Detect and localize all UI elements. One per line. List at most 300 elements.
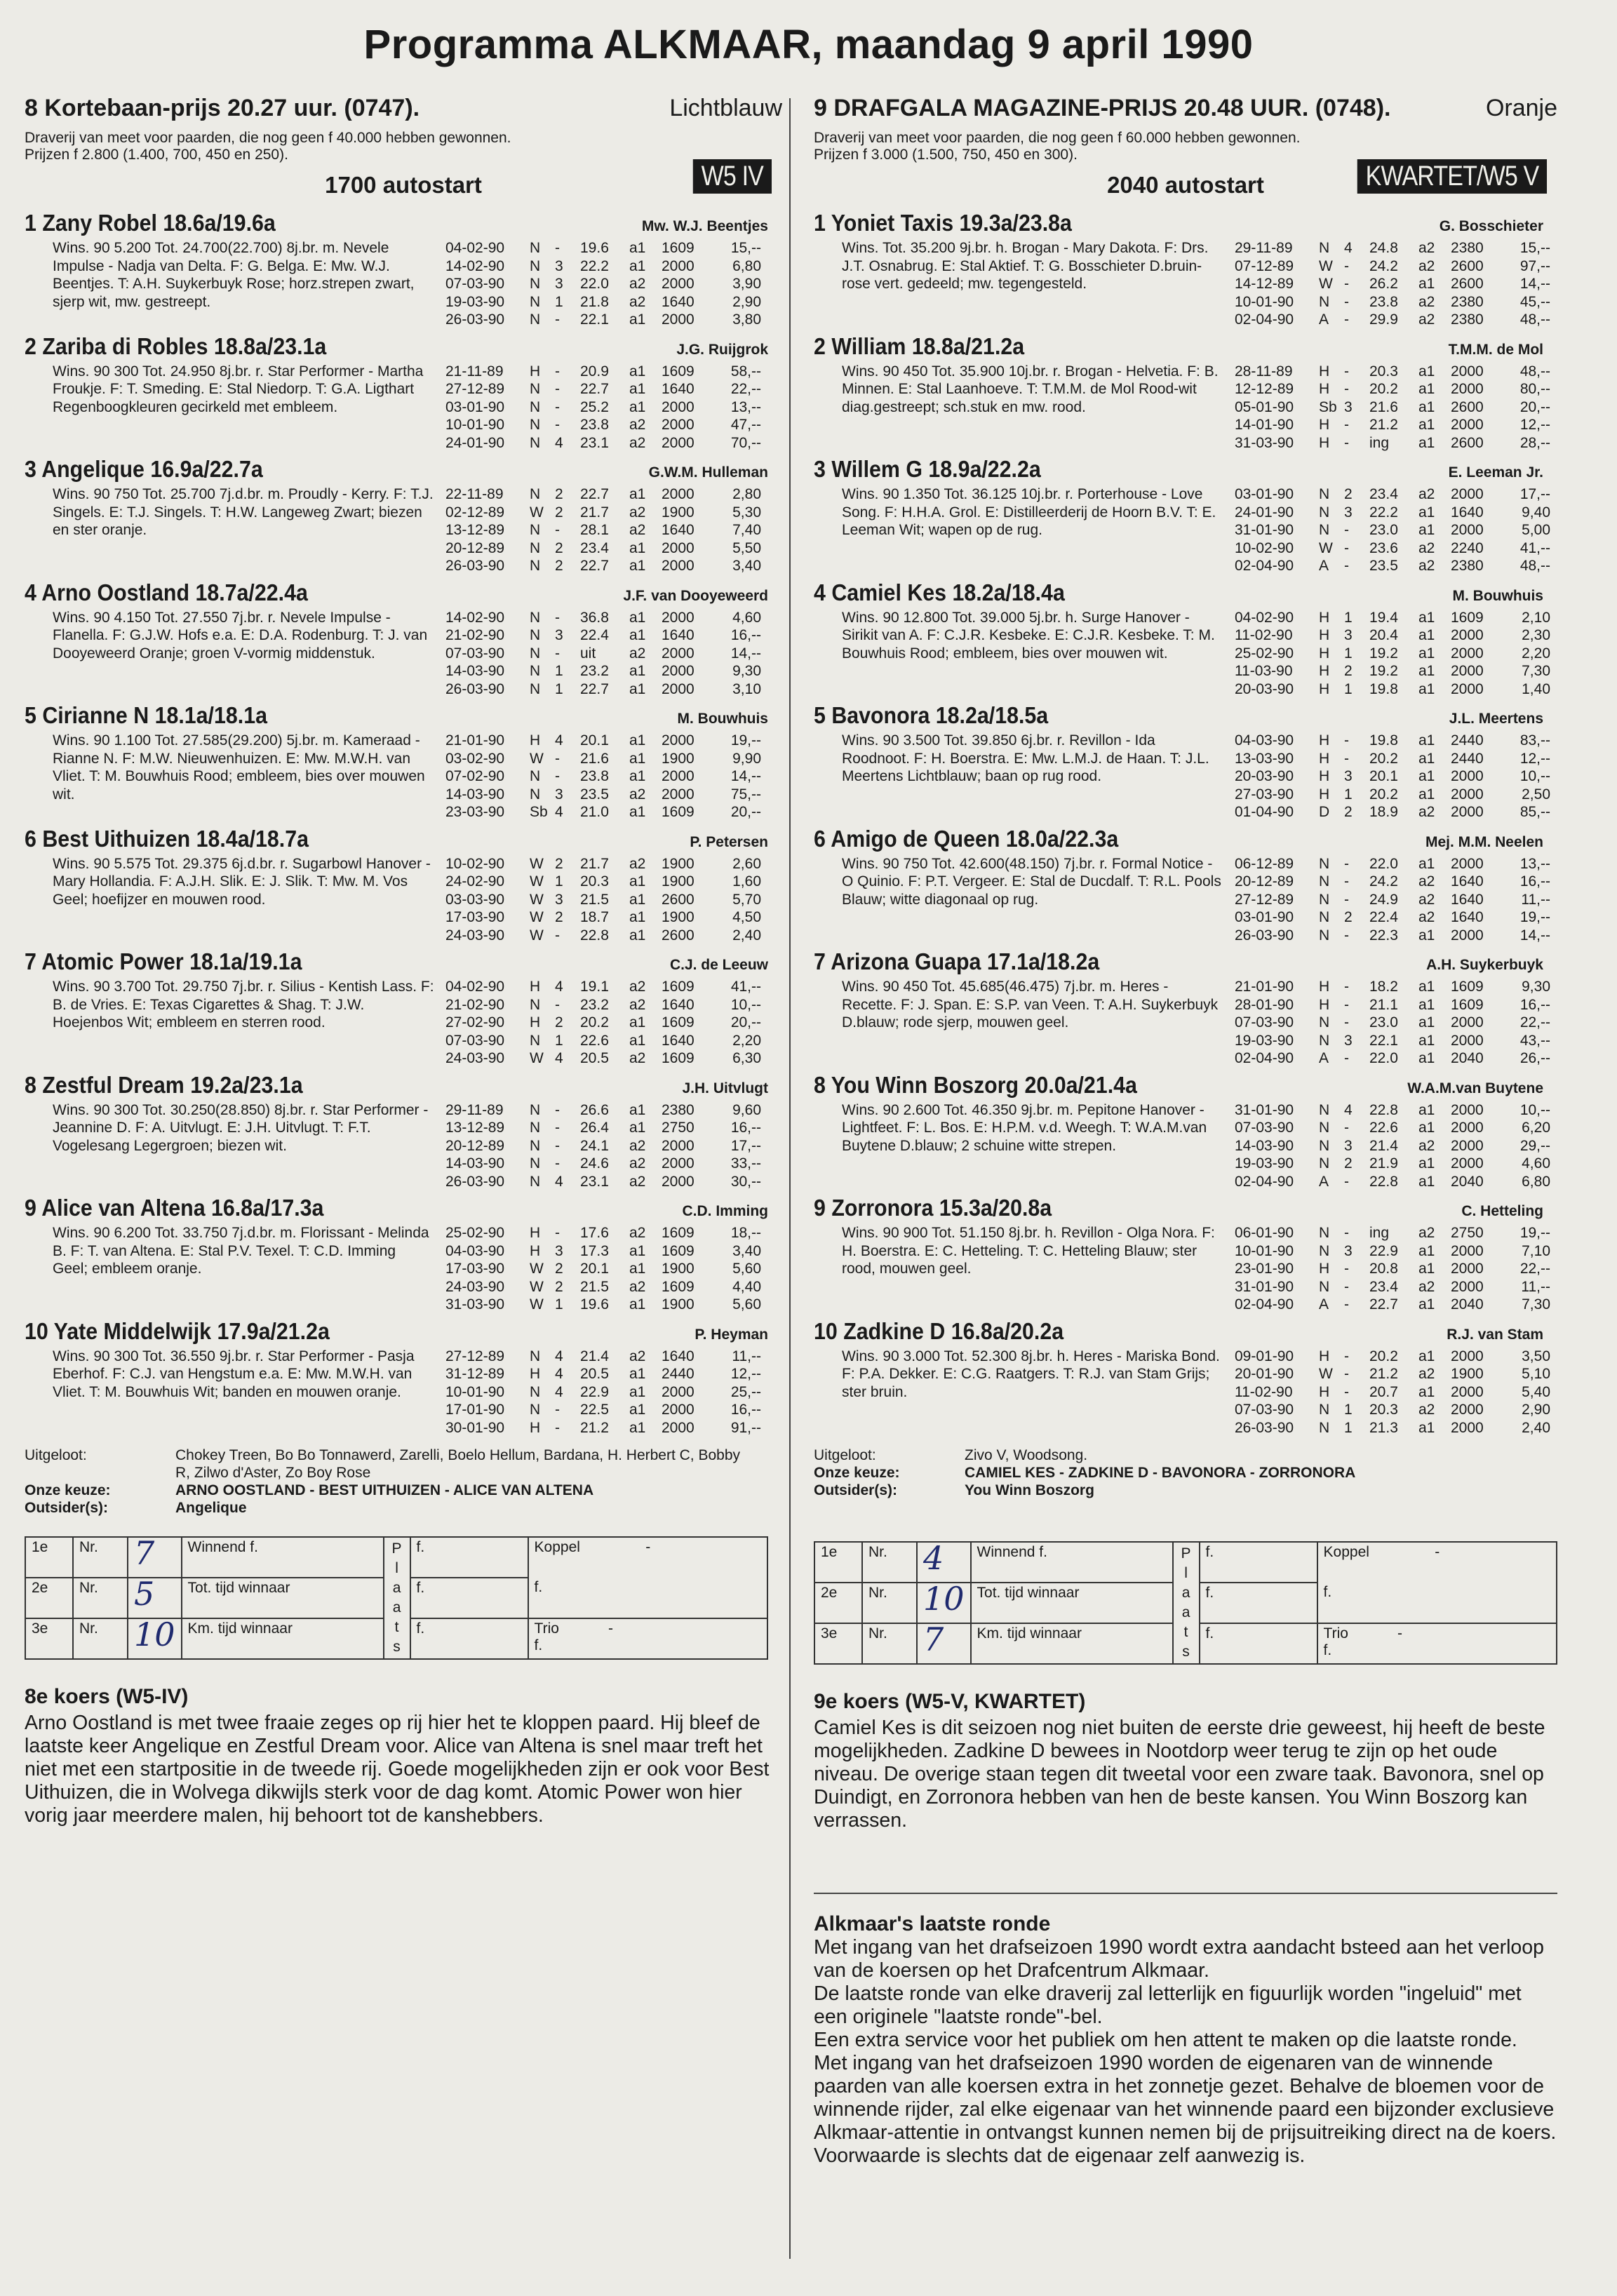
result-d: 2000	[1451, 1155, 1484, 1172]
result-date: 02-12-89	[445, 504, 505, 521]
horse-info: Wins. 90 5.575 Tot. 29.375 6j.d.br. r. Sugarbowl Hanover - Mary Hollandia. F: A.J.H. Slik. E: J. Slik. T: Mw. M. Vos Geel; hoefijzer en mouwen rood.	[53, 855, 431, 908]
result-s: a1	[1418, 1101, 1435, 1118]
result-g: N	[530, 1348, 541, 1364]
horse-name: 10 Zadkine D 16.8a/20.2a	[814, 1317, 1064, 1344]
result-p: -	[1344, 539, 1349, 556]
horse-name: 8 You Winn Boszorg 20.0a/21.4a	[814, 1071, 1137, 1098]
result-date: 09-01-90	[1235, 1348, 1294, 1364]
horse-name: 10 Yate Middelwijk 17.9a/21.2a	[25, 1317, 330, 1344]
horse-info: Wins. 90 750 Tot. 42.600(48.150) 7j.br. r. Formal Notice - O Quinio. F: P.T. Vergeer. E: Stal de Ducdalf. T: R.L. Pools Blauw; witte diagonaal op rug.	[842, 855, 1221, 908]
place-2-payout[interactable]: f.	[1200, 1583, 1317, 1623]
result-s: a1	[1418, 609, 1435, 626]
result-d: 1640	[662, 293, 695, 310]
result-date: 03-01-90	[445, 398, 505, 415]
result-s: a1	[629, 539, 646, 556]
result-date: 07-12-89	[1235, 257, 1294, 274]
result-o: 3,40	[732, 1242, 761, 1259]
keuze-label: Onze keuze:	[25, 1482, 111, 1498]
result-s: a2	[1418, 804, 1435, 820]
recent-results	[445, 1224, 761, 1314]
result-date: 12-12-89	[1235, 381, 1294, 397]
place-3-payout[interactable]: f.	[1200, 1623, 1317, 1664]
result-g: N	[530, 558, 541, 574]
result-d: 1640	[662, 381, 695, 397]
result-date: 05-01-90	[1235, 398, 1294, 415]
result-s: a2	[1418, 1366, 1435, 1382]
recent-results	[1235, 1101, 1550, 1191]
result-p: -	[555, 768, 560, 784]
result-p: 4	[555, 804, 563, 820]
place-2-payout[interactable]: f.	[410, 1578, 528, 1618]
result-p: 4	[555, 1173, 563, 1190]
horse-body	[814, 978, 1557, 1068]
outsider-label: Outsider(s):	[814, 1482, 898, 1498]
result-s: a1	[629, 1120, 646, 1136]
result-g: W	[530, 909, 544, 925]
result-d: 1640	[662, 1032, 695, 1049]
koppel-amount[interactable]: f.	[1317, 1583, 1557, 1623]
result-s: a2	[1418, 1137, 1435, 1154]
horse-entry	[814, 1195, 1557, 1314]
result-d: 1609	[662, 240, 695, 256]
place-1-payout[interactable]: f.	[410, 1537, 528, 1578]
result-t: 29.9	[1369, 311, 1398, 328]
horse-info: Wins. 90 450 Tot. 35.900 10j.br. r. Brogan - Helvetia. F: B. Minnen. E: Stal Laanhoeve. T: T.M.M. de Mol Rood-wit diag.gestreept; sch.stuk en mw. rood.	[842, 363, 1219, 415]
place-3-payout[interactable]: f.	[410, 1618, 528, 1659]
horse-header	[25, 1318, 782, 1348]
result-row	[445, 363, 761, 381]
result-row	[445, 1155, 761, 1173]
result-date: 21-01-90	[1235, 979, 1294, 995]
result-date: 10-01-90	[445, 1383, 505, 1400]
horse-entry	[25, 579, 782, 699]
result-d: 2440	[1451, 750, 1484, 767]
result-date: 04-02-90	[1235, 609, 1294, 626]
result-s: a2	[629, 504, 646, 521]
result-p: -	[555, 1101, 560, 1118]
result-p: -	[1344, 1173, 1349, 1190]
result-date: 29-11-89	[445, 1101, 504, 1118]
place-1-number[interactable]: 4	[917, 1542, 971, 1583]
place-2-number[interactable]: 10	[917, 1583, 971, 1623]
result-date: 07-03-90	[1235, 1120, 1294, 1136]
result-p: -	[555, 311, 560, 328]
horse-driver: J.G. Ruijgrok	[676, 341, 768, 358]
result-d: 2000	[1451, 381, 1484, 397]
koppel-amount[interactable]: f.	[528, 1578, 767, 1618]
result-o: 10,--	[1519, 768, 1550, 784]
place-2-number[interactable]: 5	[128, 1578, 182, 1618]
result-s: a1	[1418, 996, 1435, 1013]
koppel-cell[interactable]: Koppel -	[1317, 1542, 1557, 1583]
result-s: a2	[1418, 240, 1435, 256]
result-t: 20.2	[580, 1014, 609, 1030]
result-t: ing	[1369, 434, 1390, 451]
result-s: a1	[1418, 1242, 1435, 1259]
result-g: W	[530, 750, 544, 767]
recent-results	[445, 978, 761, 1068]
result-form	[25, 1536, 768, 1660]
result-s: a1	[629, 1366, 646, 1382]
result-t: 26.6	[580, 1101, 609, 1118]
horse-entry	[814, 1318, 1557, 1437]
nr-label: Nr.	[73, 1618, 128, 1659]
bet-type-badge: KWARTET/W5 V	[1357, 159, 1547, 194]
result-s: a2	[1418, 558, 1435, 574]
result-d: 2000	[662, 486, 695, 502]
race-notes	[25, 1446, 782, 1517]
result-t: 22.5	[580, 1402, 609, 1418]
result-p: 2	[555, 855, 563, 872]
horse-body	[814, 239, 1557, 329]
place-1-label: 1e	[814, 1542, 862, 1583]
result-d: 1900	[662, 873, 695, 889]
result-d: 2440	[1451, 732, 1484, 748]
result-d: 2000	[1451, 1419, 1484, 1436]
result-g: D	[1319, 804, 1330, 820]
result-p: -	[555, 1120, 560, 1136]
result-t: 23.2	[580, 996, 609, 1013]
result-row	[1235, 750, 1550, 768]
place-3-label: 3e	[25, 1618, 73, 1659]
result-s: a1	[629, 1402, 646, 1418]
result-row	[445, 1049, 761, 1068]
result-s: a2	[629, 293, 646, 310]
race-distance: 2040 autostart	[1107, 172, 1264, 198]
result-t: 23.0	[1369, 522, 1398, 538]
result-t: 24.9	[1369, 891, 1398, 908]
result-s: a2	[629, 417, 646, 433]
result-s: a1	[629, 311, 646, 328]
result-date: 11-02-90	[1235, 1383, 1293, 1400]
result-g: N	[1319, 1225, 1330, 1241]
result-p: -	[1344, 996, 1349, 1013]
result-s: a1	[629, 381, 646, 397]
result-d: 2000	[1451, 363, 1484, 380]
result-date: 06-01-90	[1235, 1225, 1294, 1241]
result-o: 4,60	[1522, 1155, 1550, 1172]
result-p: -	[1344, 522, 1349, 538]
result-date: 25-02-90	[1235, 645, 1294, 662]
result-row	[445, 504, 761, 522]
result-o: 97,--	[1519, 257, 1550, 274]
result-g: N	[1319, 1014, 1330, 1030]
result-t: 22.4	[1369, 909, 1398, 925]
result-t: 22.7	[580, 680, 609, 697]
result-date: 14-01-90	[1235, 417, 1294, 433]
result-o: 2,10	[1522, 609, 1550, 626]
result-t: 22.2	[580, 257, 609, 274]
commentary-text: Arno Oostland is met twee fraaie zeges op rij hier het te kloppen paard. Hij bleef de laatste keer Angelique en Zestful Dream voor. Alice van Altena is snel maar treft het niet met een startpositie in de tweede rij. Goede mogelijkheden zijn er ook voor Best Uithuizen, die in Wolvega dikwijls sterk voor de dag komt. Atomic Power won hier vorig jaar meerdere malen, hij behoort tot de kanshebbers.	[25, 1712, 770, 1827]
result-o: 13,--	[1519, 855, 1550, 872]
result-d: 2600	[1451, 398, 1484, 415]
result-p: 1	[555, 663, 563, 679]
result-d: 1640	[1451, 504, 1484, 521]
result-d: 1609	[662, 1278, 695, 1295]
result-t: 20.1	[1369, 768, 1398, 784]
horse-name: 2 William 18.8a/21.2a	[814, 333, 1025, 359]
result-s: a1	[1418, 855, 1435, 872]
result-g: N	[530, 996, 541, 1013]
result-s: a2	[1418, 539, 1435, 556]
result-t: 21.5	[580, 891, 609, 908]
race-color: Oranje	[1485, 95, 1557, 121]
result-s: a1	[1418, 276, 1435, 292]
horse-entry	[814, 579, 1557, 699]
result-t: 20.4	[1369, 627, 1398, 643]
distance-row	[25, 163, 782, 206]
result-date: 24-03-90	[445, 1278, 505, 1295]
result-g: H	[1319, 680, 1330, 697]
result-row	[1235, 1296, 1550, 1314]
result-p: -	[555, 750, 560, 767]
result-d: 1900	[662, 1261, 695, 1277]
result-s: a1	[629, 486, 646, 502]
result-d: 2000	[1451, 486, 1484, 502]
result-date: 31-03-90	[1235, 434, 1294, 451]
result-s: a2	[1418, 1278, 1435, 1295]
result-s: a1	[629, 627, 646, 643]
result-row	[445, 485, 761, 504]
result-p: 4	[555, 1348, 563, 1364]
result-t: 22.6	[1369, 1120, 1398, 1136]
result-row	[445, 1173, 761, 1191]
result-g: N	[1319, 486, 1330, 502]
result-o: 19,--	[1519, 1225, 1550, 1241]
result-g: N	[530, 486, 541, 502]
result-row	[1235, 275, 1550, 293]
result-date: 07-03-90	[1235, 1014, 1294, 1030]
result-d: 2000	[1451, 417, 1484, 433]
result-date: 03-01-90	[1235, 909, 1294, 925]
result-g: A	[1319, 311, 1329, 328]
horse-driver: A.H. Suykerbuyk	[1426, 957, 1543, 973]
result-s: a2	[629, 979, 646, 995]
result-date: 14-02-90	[445, 257, 505, 274]
result-p: -	[555, 609, 560, 626]
result-d: 1900	[662, 504, 695, 521]
result-s: a1	[629, 1383, 646, 1400]
result-o: 3,90	[732, 276, 761, 292]
result-o: 22,--	[1519, 1014, 1550, 1030]
result-s: a1	[629, 891, 646, 908]
result-s: a1	[629, 1242, 646, 1259]
result-date: 04-02-90	[445, 979, 505, 995]
result-g: H	[1319, 768, 1330, 784]
result-g: N	[530, 1137, 541, 1154]
result-p: -	[555, 927, 560, 944]
result-s: a2	[1418, 891, 1435, 908]
horse-driver: J.H. Uitvlugt	[682, 1080, 768, 1096]
place-3-number[interactable]: 10	[128, 1618, 182, 1659]
result-o: 4,60	[732, 609, 761, 626]
km-tijd-label: Km. tijd winnaar	[971, 1623, 1173, 1664]
result-s: a1	[1418, 1348, 1435, 1364]
result-date: 27-12-89	[445, 381, 505, 397]
recent-results	[1235, 855, 1550, 945]
horse-name: 2 Zariba di Robles 18.8a/23.1a	[25, 333, 327, 359]
result-p: -	[555, 996, 560, 1013]
result-p: 1	[1344, 645, 1353, 662]
result-d: 1900	[662, 855, 695, 872]
result-t: 19.4	[1369, 609, 1398, 626]
result-p: 2	[555, 909, 563, 925]
result-d: 2000	[1451, 1014, 1484, 1030]
uitgeloot-value: Zivo V, Woodsong.	[965, 1447, 1088, 1463]
koppel-cell[interactable]: Koppel -	[528, 1537, 767, 1578]
result-o: 2,90	[732, 293, 761, 310]
result-row	[445, 891, 761, 909]
result-p: -	[555, 1402, 560, 1418]
result-date: 20-01-90	[1235, 1366, 1294, 1382]
result-o: 43,--	[1519, 1032, 1550, 1049]
result-row	[445, 786, 761, 804]
place-1-payout[interactable]: f.	[1200, 1542, 1317, 1583]
result-d: 2600	[662, 891, 695, 908]
result-t: 23.8	[1369, 293, 1398, 310]
result-g: N	[1319, 1419, 1330, 1436]
result-date: 02-04-90	[1235, 311, 1294, 328]
result-date: 24-02-90	[445, 873, 505, 889]
result-row	[1235, 855, 1550, 873]
race-prizes: Prijzen f 3.000 (1.500, 750, 450 en 300).	[814, 147, 1078, 163]
commentary-title: 9e koers (W5-V, KWARTET)	[814, 1690, 1086, 1713]
result-g: N	[1319, 1032, 1330, 1049]
horse-driver: M. Bouwhuis	[677, 711, 768, 727]
result-g: H	[1319, 381, 1330, 397]
result-row	[445, 767, 761, 786]
result-d: 2040	[1451, 1050, 1484, 1066]
result-d: 2040	[1451, 1173, 1484, 1190]
result-date: 07-03-90	[445, 276, 505, 292]
horse-info: Wins. 90 900 Tot. 51.150 8j.br. h. Revillon - Olga Nora. F: H. Boerstra. E: C. Hetteling. T: C. Hetteling Blauw; ster rood, mouwen geel.	[842, 1225, 1215, 1277]
result-p: 3	[555, 1242, 563, 1259]
result-s: a1	[1418, 680, 1435, 697]
horse-body	[814, 485, 1557, 575]
horse-body	[25, 1224, 782, 1314]
result-p: -	[1344, 855, 1349, 872]
result-row	[1235, 293, 1550, 311]
horse-body	[25, 485, 782, 575]
result-s: a1	[1418, 627, 1435, 643]
result-t: 21.4	[1369, 1137, 1398, 1154]
result-t: 18.7	[580, 909, 609, 925]
result-p: 4	[555, 434, 563, 451]
result-p: 3	[555, 786, 563, 803]
result-g: Sb	[1319, 398, 1337, 415]
result-t: 21.2	[1369, 417, 1398, 433]
result-o: 47,--	[730, 417, 761, 433]
result-row	[1235, 1348, 1550, 1366]
result-t: 20.2	[1369, 750, 1398, 767]
horse-info: Wins. 90 3.500 Tot. 39.850 6j.br. r. Revillon - Ida Roodnoot. F: H. Boerstra. E: Mw. L.M.J. de Haan. T: J.L. Meertens Lichtblauw; baan op rug rood.	[842, 732, 1209, 784]
result-s: a1	[1418, 522, 1435, 538]
result-p: 3	[555, 891, 563, 908]
result-o: 19,--	[1519, 909, 1550, 925]
result-date: 26-03-90	[445, 1173, 505, 1190]
place-1-number[interactable]: 7	[128, 1537, 182, 1578]
result-row	[1235, 1137, 1550, 1155]
horse-info: Wins. 90 300 Tot. 30.250(28.850) 8j.br. r. Star Performer - Jeannine D. F: A. Uitvlugt. E: J.H. Uitvlugt. T: F.T. Vogelesang Legergroen; biezen wit.	[53, 1101, 429, 1154]
result-d: 2750	[1451, 1225, 1484, 1241]
result-p: -	[555, 363, 560, 380]
result-date: 20-12-89	[445, 539, 505, 556]
trio-cell[interactable]: Trio - f.	[1317, 1623, 1557, 1664]
result-g: A	[1319, 558, 1329, 574]
horse-body	[25, 978, 782, 1068]
recent-results	[1235, 1348, 1550, 1437]
result-d: 2000	[662, 1383, 695, 1400]
result-g: N	[1319, 504, 1330, 521]
result-t: 24.8	[1369, 240, 1398, 256]
result-row	[1235, 645, 1550, 663]
result-o: 17,--	[730, 1137, 761, 1154]
result-d: 1640	[1451, 909, 1484, 925]
result-t: 24.2	[1369, 257, 1398, 274]
result-date: 23-01-90	[1235, 1261, 1294, 1277]
result-row	[1235, 680, 1550, 699]
trio-cell[interactable]: Trio - f.	[528, 1618, 767, 1659]
result-d: 2000	[662, 311, 695, 328]
result-d: 1900	[662, 750, 695, 767]
place-3-number[interactable]: 7	[917, 1623, 971, 1664]
result-row	[445, 416, 761, 434]
horse-header	[814, 1072, 1557, 1101]
result-row	[445, 1365, 761, 1383]
result-date: 26-03-90	[1235, 1419, 1294, 1436]
result-date: 17-03-90	[445, 909, 505, 925]
result-row	[1235, 908, 1550, 927]
race-commentary	[25, 1685, 782, 1827]
result-d: 2040	[1451, 1296, 1484, 1313]
result-p: 1	[1344, 786, 1353, 803]
result-g: N	[1319, 891, 1330, 908]
result-row	[1235, 996, 1550, 1014]
news-paragraph: Met ingang van het drafseizoen 1990 wordt extra aandacht bsteed aan het verloop van de koersen op het Drafcentrum Alkmaar.	[814, 1936, 1544, 1982]
horse-body	[814, 855, 1557, 945]
result-t: 21.7	[580, 504, 609, 521]
result-d: 2600	[1451, 434, 1484, 451]
result-date: 27-12-89	[1235, 891, 1294, 908]
result-s: a2	[1418, 257, 1435, 274]
result-p: -	[1344, 434, 1349, 451]
result-d: 2000	[1451, 1120, 1484, 1136]
horse-driver: J.F. van Dooyeweerd	[623, 587, 768, 604]
result-date: 22-11-89	[445, 486, 504, 502]
horse-header	[25, 1195, 782, 1224]
result-s: a1	[1418, 434, 1435, 451]
result-d: 2000	[662, 645, 695, 662]
result-t: 24.1	[580, 1137, 609, 1154]
result-d: 2000	[662, 276, 695, 292]
horse-list	[814, 210, 1557, 1437]
result-t: 19.1	[580, 979, 609, 995]
result-date: 28-01-90	[1235, 996, 1294, 1013]
keuze-label: Onze keuze:	[814, 1465, 900, 1481]
result-g: Sb	[530, 804, 548, 820]
horse-entry	[25, 333, 782, 452]
result-d: 1609	[662, 804, 695, 820]
result-o: 14,--	[1519, 927, 1550, 944]
result-t: 22.8	[1369, 1101, 1398, 1118]
result-d: 1609	[662, 1050, 695, 1066]
result-o: 10,--	[730, 996, 761, 1013]
result-d: 2380	[662, 1101, 695, 1118]
result-d: 2000	[1451, 663, 1484, 679]
result-d: 2000	[1451, 1242, 1484, 1259]
result-date: 14-03-90	[445, 786, 505, 803]
result-row	[1235, 1401, 1550, 1419]
